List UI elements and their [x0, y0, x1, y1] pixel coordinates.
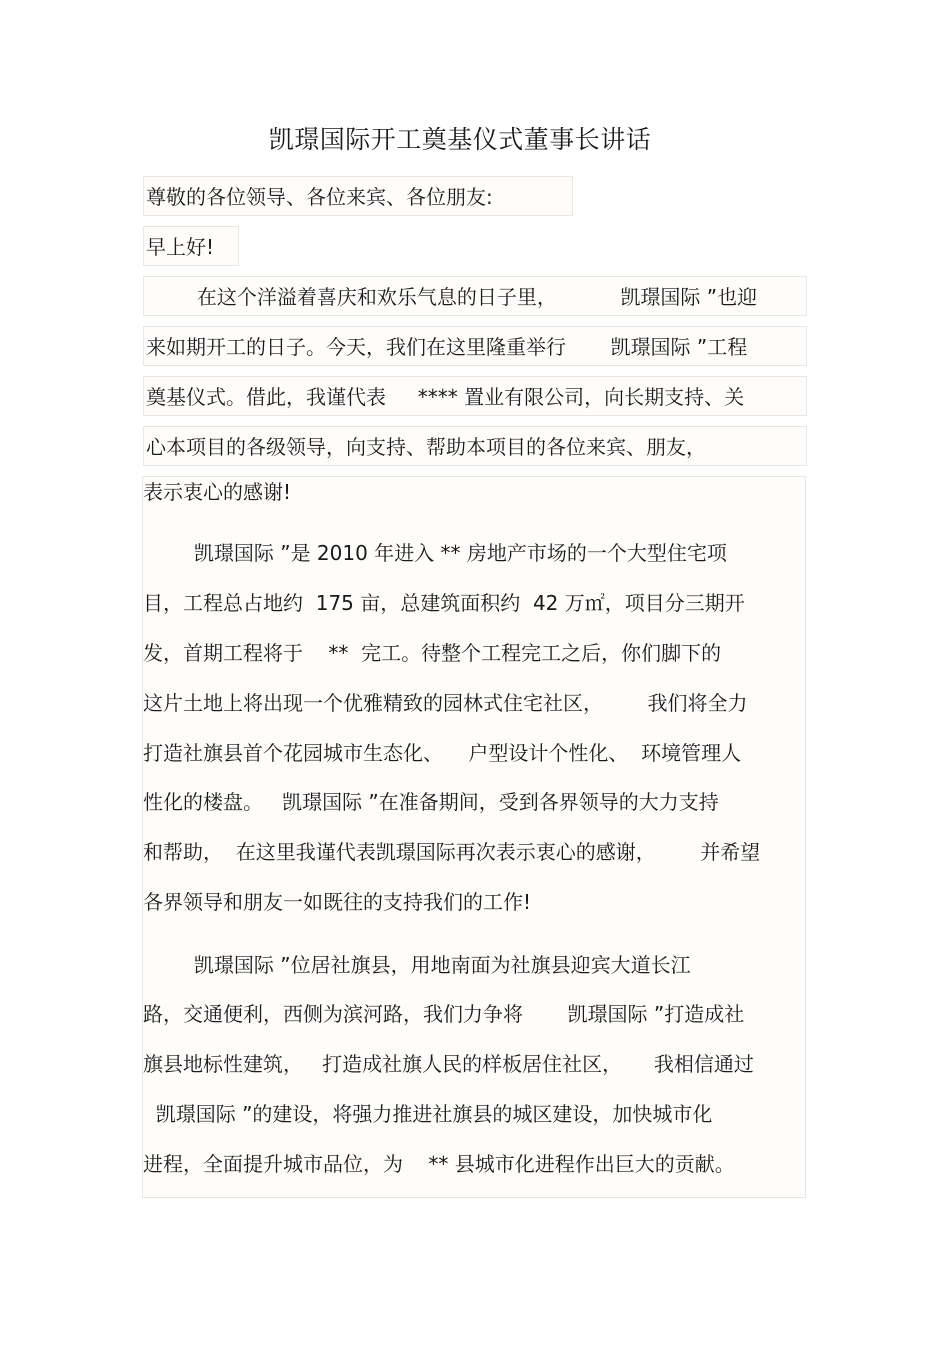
- paragraph-2-line-2: 目，工程总占地约 175 亩，总建筑面积约 42 万㎡，项目分三期开: [143, 591, 745, 615]
- paragraph-2-line-8: 各界领导和朋友一如既往的支持我们的工作!: [143, 890, 532, 914]
- paragraph-2-line-4: 这片土地上将出现一个优雅精致的园林式住宅社区， 我们将全力: [143, 691, 748, 715]
- paragraph-3-line-5: 进程，全面提升城市品位，为 ** 县城市化进程作出巨大的贡献。: [143, 1152, 735, 1176]
- paragraph-1-line-4: 心本项目的各级领导，向支持、帮助本项目的各位来宾、朋友，: [143, 426, 807, 466]
- paragraph-1-line-2: 来如期开工的日子。今天，我们在这里隆重举行 凯璟国际 ”工程: [143, 326, 807, 366]
- paragraph-2-line-3: 发，首期工程将于 ** 完工。待整个工程完工之后，你们脚下的: [143, 641, 722, 665]
- salutation: 尊敬的各位领导、各位来宾、各位朋友:: [143, 176, 573, 216]
- paragraph-2-line-1: 凯璟国际 ”是 2010 年进入 ** 房地产市场的一个大型住宅项: [143, 541, 727, 565]
- paragraph-1-line-5: 表示衷心的感谢!: [143, 480, 292, 504]
- paragraph-3-line-1: 凯璟国际 ”位居社旗县，用地南面为社旗县迎宾大道长江: [143, 953, 691, 977]
- paragraph-1-line-3: 奠基仪式。借此，我谨代表 **** 置业有限公司，向长期支持、关: [143, 376, 807, 416]
- greeting: 早上好!: [143, 226, 239, 266]
- document-title: 凯璟国际开工奠基仪式董事长讲话: [268, 125, 652, 154]
- paragraph-2-line-5: 打造社旗县首个花园城市生态化、 户型设计个性化、 环境管理人: [143, 741, 742, 765]
- paragraph-2-line-6: 性化的楼盘。 凯璟国际 ”在准备期间，受到各界领导的大力支持: [143, 790, 719, 814]
- paragraph-3-line-4: 凯璟国际 ”的建设，将强力推进社旗县的城区建设，加快城市化: [143, 1102, 713, 1126]
- paragraph-3-line-2: 路，交通便利，西侧为滨河路，我们力争将 凯璟国际 ”打造成社: [143, 1002, 745, 1026]
- paragraph-1-line-1: 在这个洋溢着喜庆和欢乐气息的日子里， 凯璟国际 ”也迎: [143, 276, 807, 316]
- paragraph-2-line-7: 和帮助， 在这里我谨代表凯璟国际再次表示衷心的感谢， 并希望: [143, 840, 761, 864]
- paragraph-3-line-3: 旗县地标性建筑， 打造成社旗人民的样板居住社区， 我相信通过: [143, 1052, 754, 1076]
